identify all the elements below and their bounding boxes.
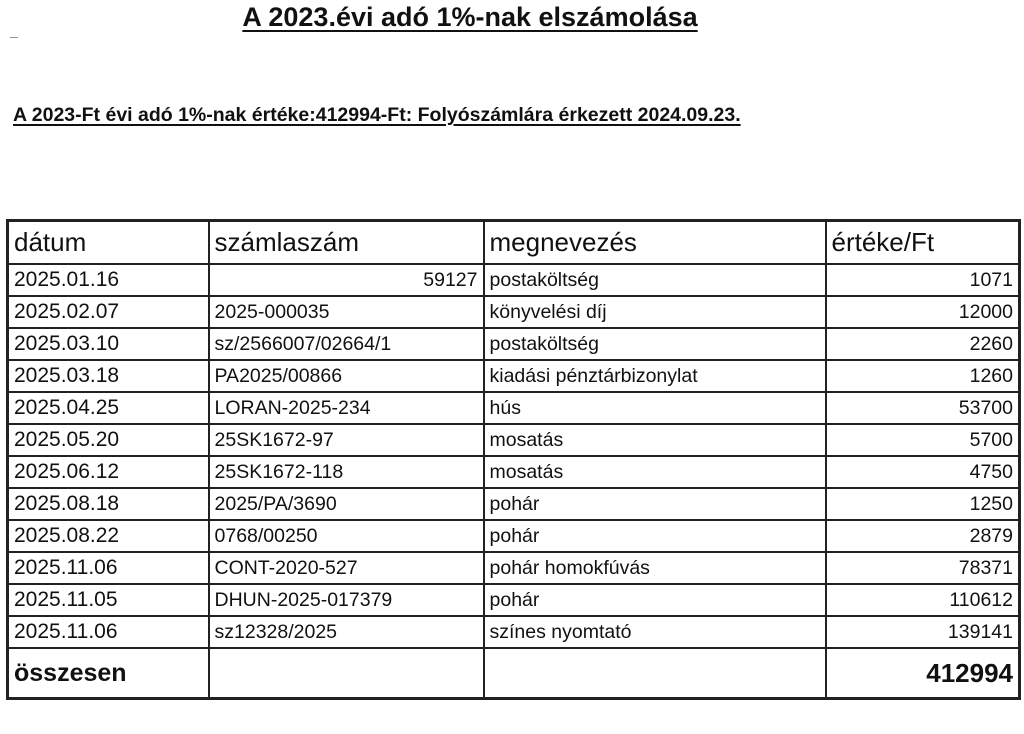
expense-table <box>6 219 1021 700</box>
header-description: megnevezés <box>484 221 826 265</box>
total-empty-cell <box>484 648 826 699</box>
table-body <box>8 264 1020 648</box>
table-row <box>8 264 1020 296</box>
cell-description: postaköltség <box>484 264 826 296</box>
cell-date: 2025.06.12 <box>8 456 209 488</box>
cell-description: pohár homokfúvás <box>484 552 826 584</box>
cell-description: színes nyomtató <box>484 616 826 648</box>
cell-description: mosatás <box>484 424 826 456</box>
cell-invoice-number: CONT-2020-527 <box>209 552 484 584</box>
table-row <box>8 424 1020 456</box>
cell-date: 2025.11.06 <box>8 616 209 648</box>
cell-description: pohár <box>484 584 826 616</box>
cell-description: hús <box>484 392 826 424</box>
table-header-row <box>8 221 1020 265</box>
cell-date: 2025.05.20 <box>8 424 209 456</box>
document-subtitle: A 2023-Ft évi adó 1%-nak értéke:412994-Ft: Folyószámlára érkezett 2024.09.23. <box>13 104 741 126</box>
cell-value: 2260 <box>826 328 1020 360</box>
table-row <box>8 296 1020 328</box>
cell-invoice-number: 59127 <box>209 264 484 296</box>
table-row <box>8 392 1020 424</box>
cell-invoice-number: sz/2566007/02664/1 <box>209 328 484 360</box>
header-value: értéke/Ft <box>826 221 1020 265</box>
table-row <box>8 616 1020 648</box>
cell-date: 2025.08.18 <box>8 488 209 520</box>
cell-value: 139141 <box>826 616 1020 648</box>
cell-date: 2025.03.10 <box>8 328 209 360</box>
cell-invoice-number: 25SK1672-97 <box>209 424 484 456</box>
cell-date: 2025.08.22 <box>8 520 209 552</box>
cell-description: pohár <box>484 520 826 552</box>
cell-date: 2025.11.06 <box>8 552 209 584</box>
cell-invoice-number: LORAN-2025-234 <box>209 392 484 424</box>
cell-description: könyvelési díj <box>484 296 826 328</box>
total-empty-cell <box>209 648 484 699</box>
document-title: A 2023.évi adó 1%-nak elszámolása <box>242 2 698 32</box>
table-row <box>8 584 1020 616</box>
cell-description: pohár <box>484 488 826 520</box>
total-row <box>8 648 1020 699</box>
cell-description: kiadási pénztárbizonylat <box>484 360 826 392</box>
cell-value: 110612 <box>826 584 1020 616</box>
cell-value: 1071 <box>826 264 1020 296</box>
cell-value: 1260 <box>826 360 1020 392</box>
table-row <box>8 552 1020 584</box>
cell-value: 78371 <box>826 552 1020 584</box>
table-row <box>8 456 1020 488</box>
cell-date: 2025.11.05 <box>8 584 209 616</box>
cell-date: 2025.03.18 <box>8 360 209 392</box>
total-value: 412994 <box>826 648 1020 699</box>
cell-invoice-number: 0768/00250 <box>209 520 484 552</box>
cell-value: 12000 <box>826 296 1020 328</box>
cell-value: 2879 <box>826 520 1020 552</box>
table-row <box>8 520 1020 552</box>
cell-invoice-number: PA2025/00866 <box>209 360 484 392</box>
cell-date: 2025.02.07 <box>8 296 209 328</box>
cell-date: 2025.04.25 <box>8 392 209 424</box>
header-invoice-number: számlaszám <box>209 221 484 265</box>
cell-value: 53700 <box>826 392 1020 424</box>
cell-invoice-number: 25SK1672-118 <box>209 456 484 488</box>
cell-date: 2025.01.16 <box>8 264 209 296</box>
cell-invoice-number: 2025-000035 <box>209 296 484 328</box>
cell-value: 4750 <box>826 456 1020 488</box>
total-label: összesen <box>8 648 209 699</box>
cell-description: postaköltség <box>484 328 826 360</box>
cell-invoice-number: sz12328/2025 <box>209 616 484 648</box>
table-row <box>8 328 1020 360</box>
cell-value: 5700 <box>826 424 1020 456</box>
stray-mark: _ <box>10 22 18 38</box>
header-date: dátum <box>8 221 209 265</box>
cell-value: 1250 <box>826 488 1020 520</box>
table-row <box>8 488 1020 520</box>
cell-description: mosatás <box>484 456 826 488</box>
cell-invoice-number: DHUN-2025-017379 <box>209 584 484 616</box>
table-row <box>8 360 1020 392</box>
cell-invoice-number: 2025/PA/3690 <box>209 488 484 520</box>
